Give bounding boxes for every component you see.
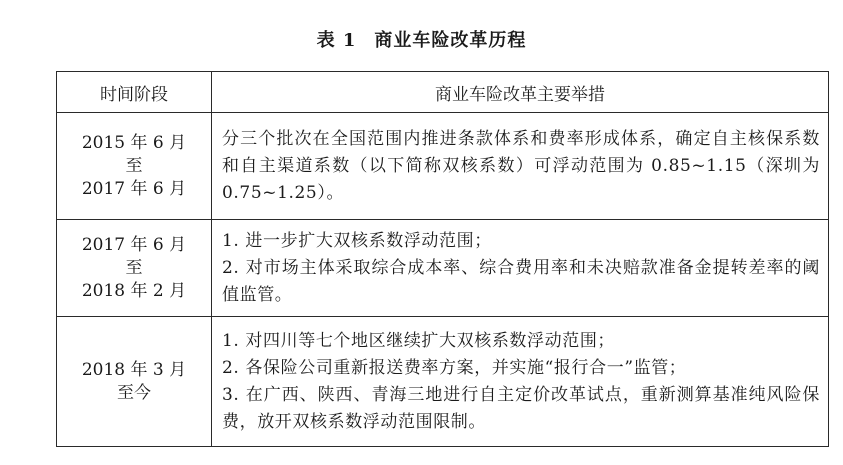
- measure-item: 2. 对市场主体采取综合成本率、综合费用率和未决赔款准备金提转差率的阈值监管。: [222, 257, 820, 305]
- measure-item: 3. 在广西、陕西、青海三地进行自主定价改革试点，重新测算基准纯风险保费，放开双核系数浮动范围限制。: [222, 384, 820, 432]
- measure-text: 分三个批次在全国范围内推进条款体系和费率形成体系，确定自主核保系数和自主渠道系数（以下简称双核系数）可浮动范围为 0.85~1.15（深圳为 0.75~1.25）。: [222, 128, 820, 203]
- table-header-row: [57, 72, 829, 113]
- period-start: 2015 年 6 月: [81, 132, 187, 153]
- reform-history-table: [56, 71, 829, 447]
- period-to: 至今: [117, 382, 151, 403]
- table-caption: [0, 26, 843, 52]
- table-number: 表 1: [316, 30, 357, 51]
- header-measures: 商业车险改革主要举措: [212, 72, 829, 113]
- measures-cell: [212, 220, 829, 317]
- table-title: 商业车险改革历程: [374, 30, 527, 51]
- table-row: [57, 220, 829, 317]
- table-row: [57, 113, 829, 220]
- period-to: 至: [125, 257, 143, 278]
- period-end: 2018 年 2 月: [81, 280, 187, 301]
- period-to: 至: [125, 155, 143, 176]
- period-start: 2018 年 3 月: [81, 359, 187, 380]
- measures-cell: [212, 317, 829, 447]
- measure-item: 2. 各保险公司重新报送费率方案，并实施“报行合一”监管；: [222, 357, 687, 378]
- period-cell: [57, 317, 212, 447]
- measures-cell: [212, 113, 829, 220]
- period-cell: [57, 220, 212, 317]
- measure-item: 1. 对四川等七个地区继续扩大双核系数浮动范围；: [222, 330, 616, 351]
- table-row: [57, 317, 829, 447]
- header-period: 时间阶段: [57, 72, 212, 113]
- measure-item: 1. 进一步扩大双核系数浮动范围；: [222, 230, 492, 251]
- period-end: 2017 年 6 月: [81, 178, 187, 199]
- period-cell: [57, 113, 212, 220]
- period-start: 2017 年 6 月: [81, 234, 187, 255]
